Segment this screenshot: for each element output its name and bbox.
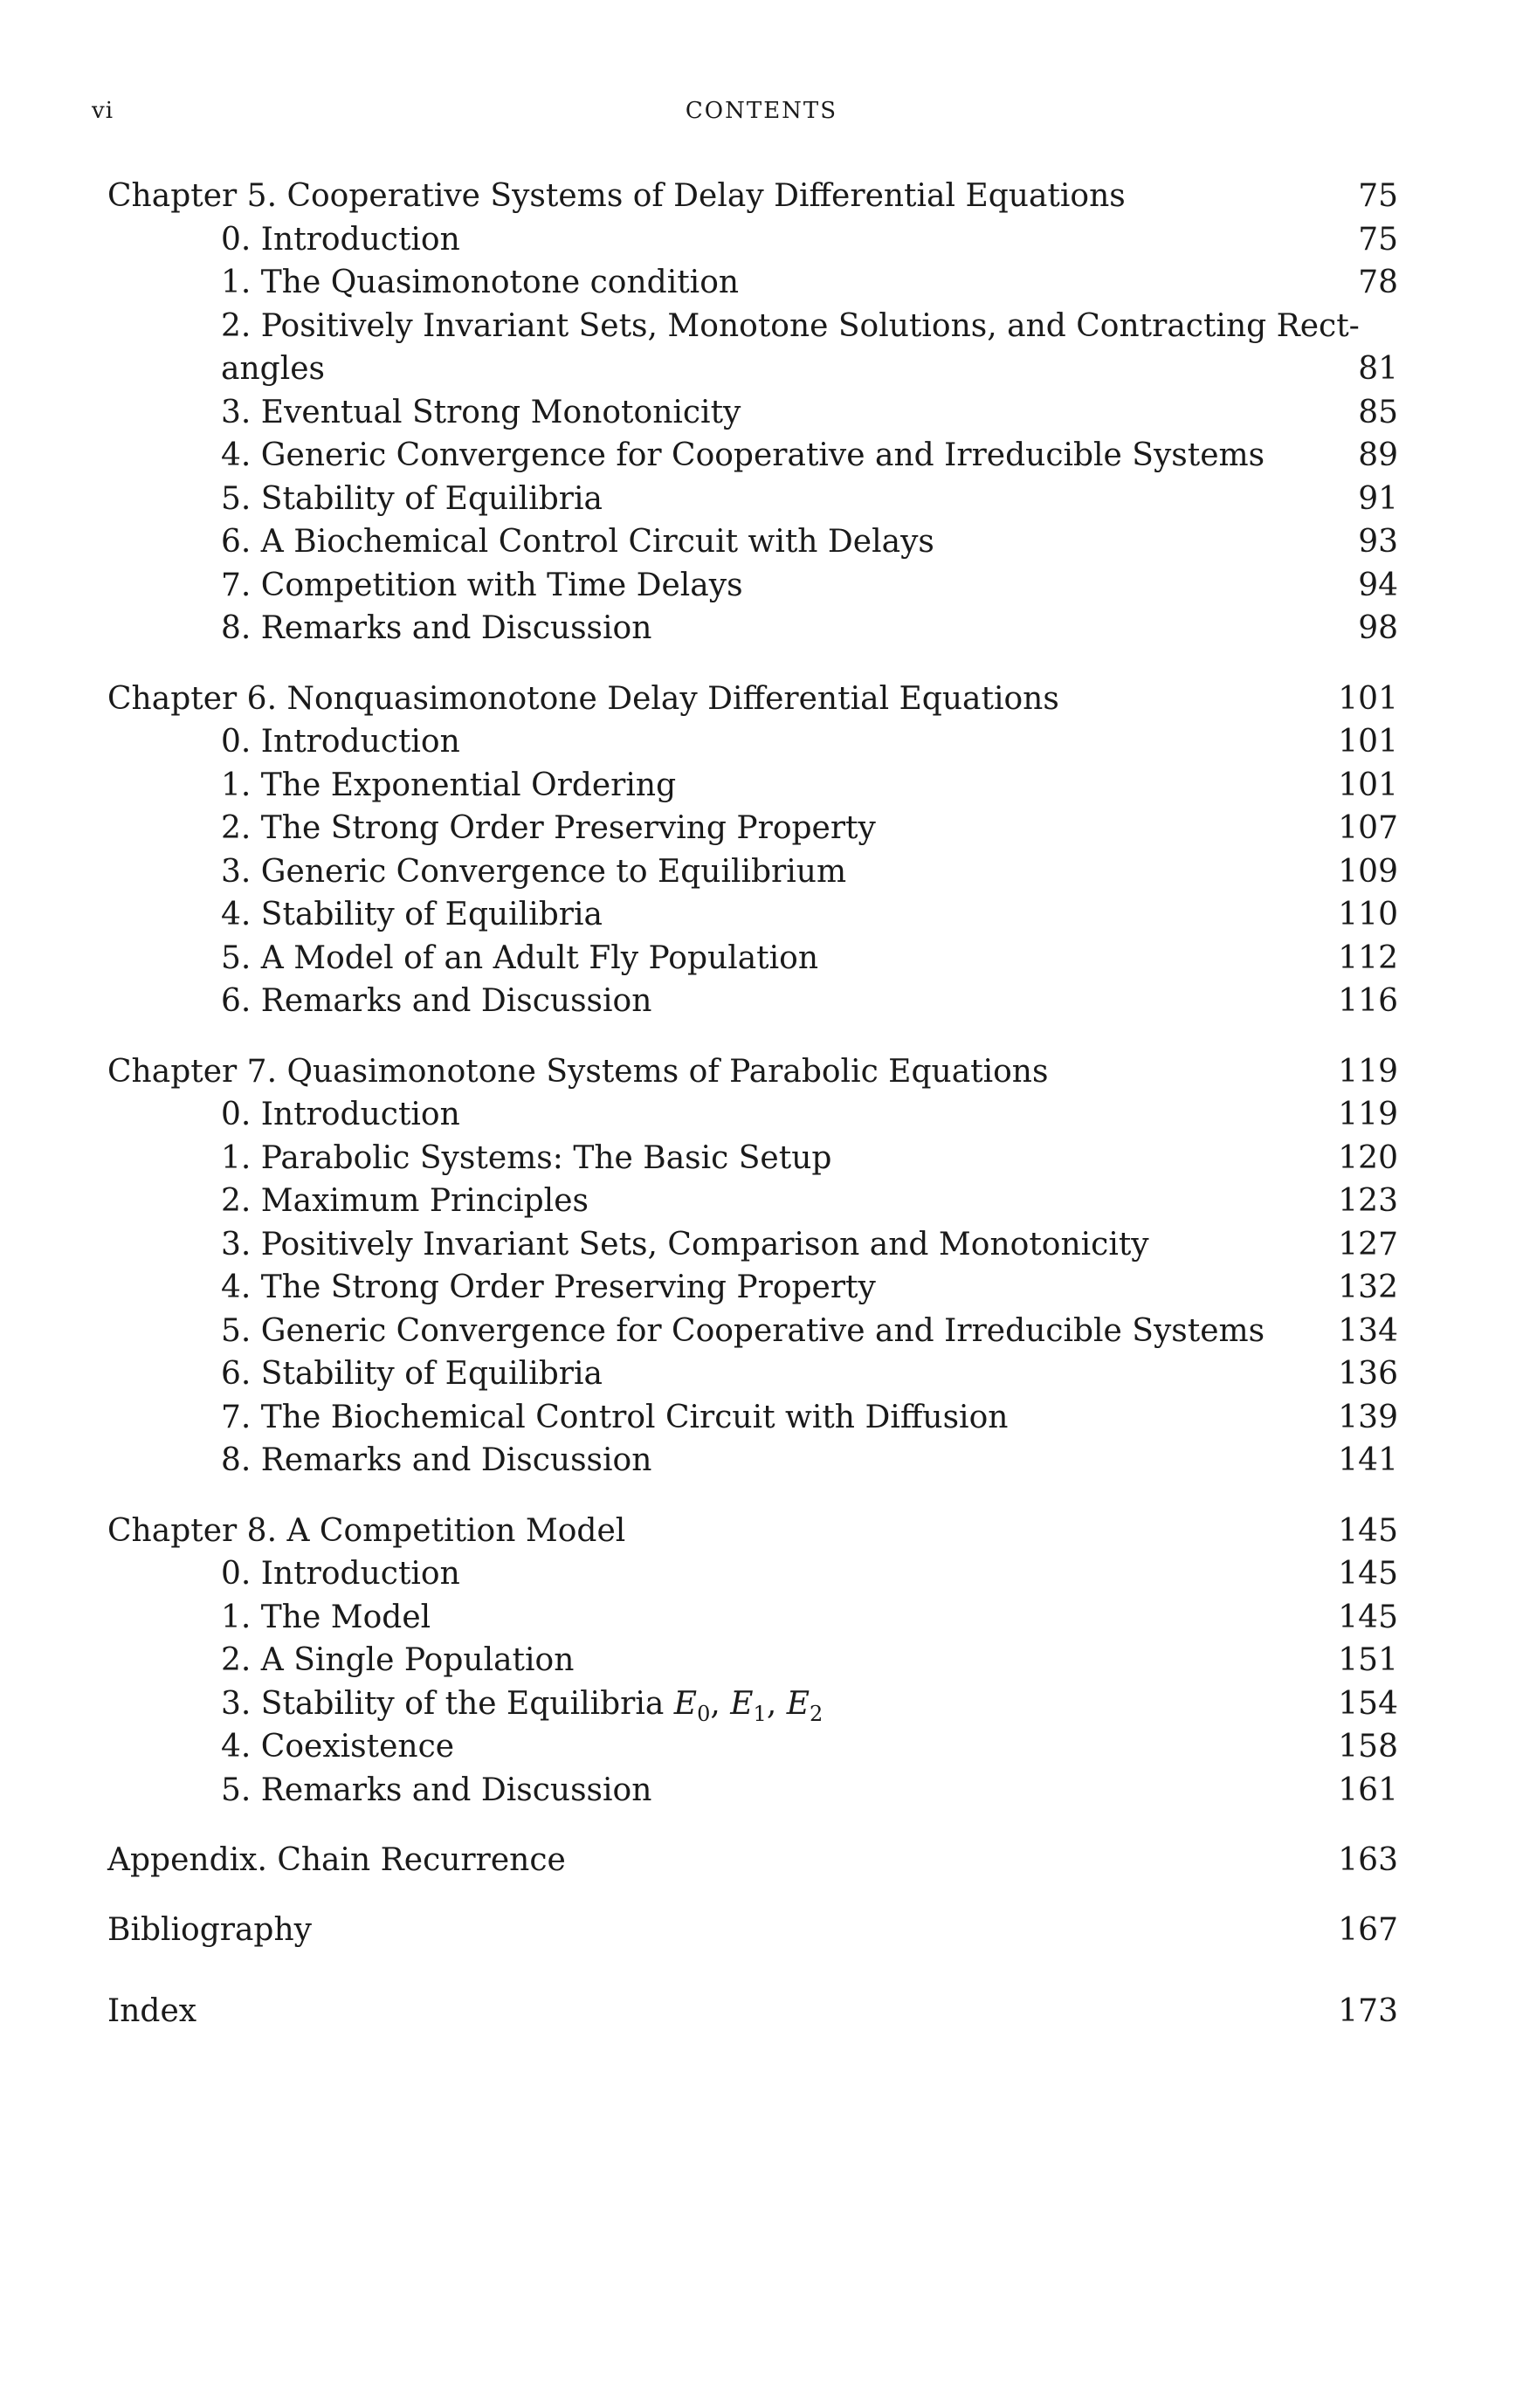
section-title: 0. Introduction [221, 221, 460, 258]
running-head [0, 98, 1523, 133]
toc-entry[interactable] [107, 1352, 1398, 1396]
chapter-heading[interactable] [107, 1510, 1398, 1553]
index-page: 173 [1338, 1993, 1398, 2029]
toc-entry[interactable] [107, 1266, 1398, 1310]
toc-entry[interactable] [107, 720, 1398, 764]
chapter-7 [107, 1050, 1398, 1483]
section-page: 109 [1338, 853, 1398, 890]
section-page: 75 [1358, 221, 1398, 258]
toc-entry[interactable] [107, 1093, 1398, 1137]
section-title: 0. Introduction [221, 1556, 460, 1592]
toc-entry[interactable] [107, 564, 1398, 608]
chapter-heading[interactable] [107, 175, 1398, 218]
appendix-title: Appendix. Chain Recurrence [107, 1842, 566, 1878]
index-entry[interactable] [107, 1990, 1398, 2033]
section-page: 154 [1338, 1685, 1398, 1722]
bibliography-page: 167 [1338, 1911, 1398, 1948]
section-page: 110 [1338, 897, 1398, 932]
chapter-page: 119 [1338, 1053, 1398, 1090]
toc-entry[interactable] [107, 980, 1398, 1023]
section-title: 5. Stability of Equilibria [221, 480, 603, 517]
section-title: 3. Positively Invariant Sets, Comparison and Monotonicity [221, 1226, 1149, 1262]
section-title: 3. Eventual Strong Monotonicity [221, 394, 741, 430]
toc-entry[interactable] [107, 1396, 1398, 1440]
section-title: 5. Remarks and Discussion [221, 1772, 652, 1808]
chapter-title: Chapter 6. Nonquasimonotone Delay Differential Equations [107, 680, 1059, 717]
toc-entry[interactable] [107, 434, 1398, 478]
section-page: 132 [1338, 1269, 1398, 1305]
section-page: 161 [1338, 1772, 1398, 1808]
section-title: 6. Remarks and Discussion [221, 983, 652, 1019]
section-page: 127 [1338, 1226, 1398, 1262]
chapter-heading[interactable] [107, 678, 1398, 721]
toc-entry[interactable] [107, 478, 1398, 521]
section-title-continuation: angles [221, 351, 325, 387]
section-page: 98 [1358, 610, 1398, 646]
chapter-page: 75 [1358, 178, 1398, 214]
section-page: 107 [1338, 810, 1398, 846]
section-page: 139 [1338, 1399, 1398, 1435]
chapter-title: Chapter 7. Quasimonotone Systems of Parabolic Equations [107, 1053, 1049, 1090]
chapter-6 [107, 678, 1398, 1023]
section-title: 2. The Strong Order Preserving Property [221, 810, 876, 846]
section-page: 123 [1338, 1183, 1398, 1219]
section-page: 91 [1358, 480, 1398, 517]
toc-entry[interactable] [107, 261, 1398, 305]
toc-entry[interactable] [107, 391, 1398, 435]
section-title: 4. The Strong Order Preserving Property [221, 1269, 876, 1305]
chapter-page: 101 [1338, 680, 1398, 717]
equilibria-math: $E_0$, $E_1$, $E_2$ [673, 1685, 824, 1726]
toc-entry[interactable] [107, 1223, 1398, 1267]
section-page: 158 [1338, 1729, 1398, 1765]
section-page: 145 [1338, 1556, 1398, 1592]
section-title: 7. The Biochemical Control Circuit with Diffusion [221, 1399, 1009, 1435]
section-title: 5. Generic Convergence for Cooperative and Irreducible Systems [221, 1312, 1265, 1349]
section-title: 7. Competition with Time Delays [221, 567, 743, 603]
section-page: 151 [1338, 1642, 1398, 1678]
section-page: 89 [1358, 437, 1398, 473]
toc-entry[interactable] [107, 764, 1398, 808]
section-title: 5. A Model of an Adult Fly Population [221, 939, 819, 976]
section-page: 116 [1338, 983, 1398, 1019]
section-page: 85 [1358, 394, 1398, 430]
toc-entry[interactable] [107, 807, 1398, 850]
chapter-title: Chapter 5. Cooperative Systems of Delay Differential Equations [107, 178, 1126, 214]
section-title: 2. Positively Invariant Sets, Monotone Solutions, and Contracting Rect- [221, 307, 1360, 344]
toc-entry[interactable] [107, 1439, 1398, 1483]
chapter-5 [107, 175, 1398, 650]
index-title: Index [107, 1993, 197, 2029]
section-title: 4. Generic Convergence for Cooperative and Irreducible Systems [221, 437, 1265, 473]
toc-entry[interactable] [107, 1137, 1398, 1180]
section-title: 3. Generic Convergence to Equilibrium [221, 853, 847, 890]
bibliography-entry[interactable] [107, 1909, 1398, 1952]
section-title: 8. Remarks and Discussion [221, 610, 652, 646]
section-page: 119 [1338, 1097, 1398, 1132]
chapter-8 [107, 1510, 1398, 1813]
section-page: 136 [1338, 1356, 1398, 1392]
section-title: 1. The Exponential Ordering [221, 767, 677, 803]
section-page: 101 [1338, 724, 1398, 760]
section-title: 1. The Quasimonotone condition [221, 265, 740, 300]
toc-entry[interactable] [107, 1180, 1398, 1223]
section-title: 4. Coexistence [221, 1729, 455, 1765]
section-page: 112 [1338, 939, 1398, 976]
section-title: 2. Maximum Principles [221, 1183, 589, 1219]
toc-entry[interactable] [107, 1725, 1398, 1769]
section-page: 81 [1358, 351, 1398, 387]
section-title: 1. Parabolic Systems: The Basic Setup [221, 1139, 832, 1176]
section-page: 134 [1338, 1312, 1398, 1349]
toc-entry[interactable] [107, 1639, 1398, 1682]
running-head-title: CONTENTS [685, 98, 838, 124]
toc-entry[interactable] [107, 1769, 1398, 1813]
appendix-page: 163 [1338, 1842, 1398, 1878]
section-title: 1. The Model [221, 1599, 431, 1635]
section-title: 3. Stability of the Equilibria [221, 1685, 665, 1722]
section-title: 6. Stability of Equilibria [221, 1356, 603, 1392]
section-page: 120 [1338, 1139, 1398, 1176]
chapter-heading[interactable] [107, 1050, 1398, 1094]
toc-entry[interactable] [107, 1682, 1398, 1726]
section-title: 2. A Single Population [221, 1642, 575, 1678]
section-title: 8. Remarks and Discussion [221, 1442, 652, 1478]
toc-entry[interactable] [107, 305, 1398, 348]
section-page: 78 [1358, 265, 1398, 300]
toc-entry[interactable] [107, 937, 1398, 980]
page-folio: vi [92, 98, 114, 124]
toc-entry[interactable] [107, 893, 1398, 937]
bibliography-title: Bibliography [107, 1911, 312, 1948]
section-title: 6. A Biochemical Control Circuit with Delays [221, 524, 934, 560]
section-page: 145 [1338, 1599, 1398, 1635]
section-title: 0. Introduction [221, 1097, 460, 1132]
table-of-contents [107, 175, 1398, 2060]
toc-entry[interactable] [107, 1310, 1398, 1353]
toc-entry[interactable] [107, 850, 1398, 894]
toc-entry[interactable] [107, 607, 1398, 650]
toc-entry[interactable] [107, 218, 1398, 262]
toc-entry[interactable] [107, 1552, 1398, 1596]
toc-entry[interactable] [107, 1596, 1398, 1640]
toc-entry-continuation[interactable] [107, 347, 1398, 391]
section-title: 4. Stability of Equilibria [221, 897, 603, 932]
section-page: 94 [1358, 567, 1398, 603]
section-title: 0. Introduction [221, 724, 460, 760]
chapter-title: Chapter 8. A Competition Model [107, 1512, 626, 1549]
section-page: 101 [1338, 767, 1398, 803]
section-page: 141 [1338, 1442, 1398, 1478]
toc-entry[interactable] [107, 520, 1398, 564]
section-page: 93 [1358, 524, 1398, 560]
chapter-page: 145 [1338, 1512, 1398, 1549]
appendix-entry[interactable] [107, 1839, 1398, 1882]
